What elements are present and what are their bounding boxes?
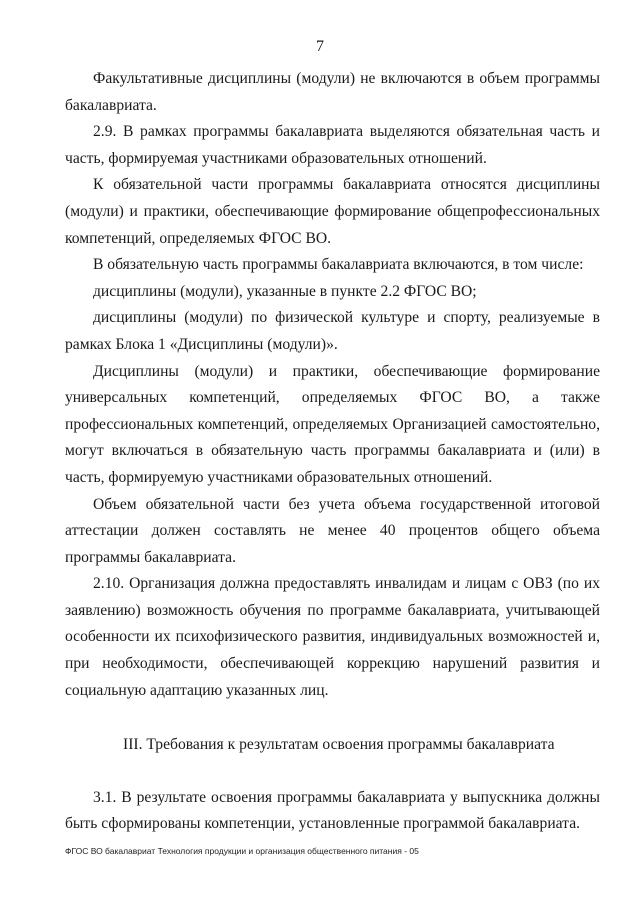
paragraph-disciplines-2-2: дисциплины (модули), указанные в пункте 2.2 ФГОС ВО; bbox=[93, 282, 477, 300]
paragraph-3-1: 3.1. В результате освоения программы бакалавриата у выпускника должны быть сформированы компетенции, установленные программой бакалавриата. bbox=[65, 788, 600, 833]
paragraph-universal-competencies: Дисциплины (модули) и практики, обеспечивающие формирование универсальных компетенций, определяемых ФГОС ВО, а также профессиональных компетенций, определяемых Организацией самостоятельно, могут включаться в обязательную часть программы бакалавриата и (или) в часть, формируемую участниками образовательных отношений. bbox=[65, 362, 600, 486]
page-number: 7 bbox=[316, 38, 324, 55]
paragraph-mandatory-includes: В обязательную часть программы бакалавриата включаются, в том числе: bbox=[93, 256, 584, 274]
document-body bbox=[65, 66, 600, 838]
paragraph-mandatory-volume: Объем обязательной части без учета объема государственной итоговой аттестации должен составлять не менее 40 процентов общего объема программы бакалавриата. bbox=[65, 495, 600, 566]
section-heading: III. Требования к результатам освоения программы бакалавриата bbox=[123, 736, 555, 754]
page-footer: ФГОС ВО бакалавриат Технология продукции и организация общественного питания - 05 bbox=[65, 846, 419, 856]
paragraph-optional-disciplines: Факультативные дисциплины (модули) не включаются в объем программы бакалавриата. bbox=[65, 70, 600, 114]
paragraph-2-10: 2.10. Организация должна предоставлять инвалидам и лицам с ОВЗ (по их заявлению) возможность обучения по программе бакалавриата, учитывающей особенности их психофизического развития, индивидуальных возможностей и, при необходимости, обеспечивающей коррекцию нарушений развития и социальную адаптацию указанных лиц. bbox=[65, 575, 600, 699]
paragraph-mandatory-part: К обязательной части программы бакалавриата относятся дисциплины (модули) и практики, обеспечивающие формирование общепрофессиональных компетенций, определяемых ФГОС ВО. bbox=[65, 176, 600, 247]
paragraph-2-9: 2.9. В рамках программы бакалавриата выделяются обязательная часть и часть, формируемая участниками образовательных отношений. bbox=[65, 123, 600, 167]
paragraph-physical-culture: дисциплины (модули) по физической культуре и спорту, реализуемые в рамках Блока 1 «Дисциплины (модули)». bbox=[65, 309, 600, 353]
